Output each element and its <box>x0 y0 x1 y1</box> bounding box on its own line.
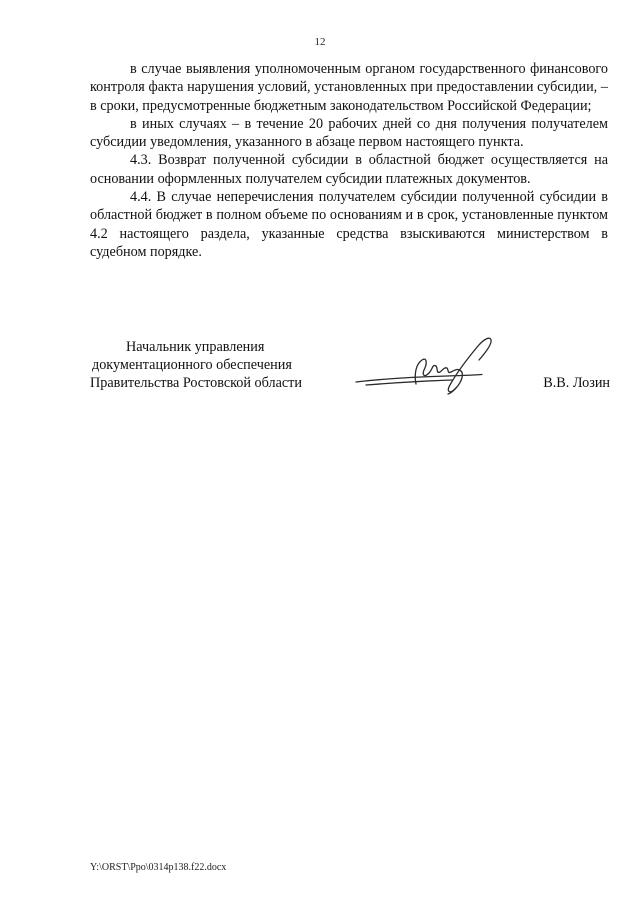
paragraph-4-4: 4.4. В случае неперечисления получателем субсидии полученной субсидии в областной бюджет в полном объеме по основаниям и в срок, установленные пунктом 4.2 настоящего раздела, указанные средства взыскиваются министерством в судебном порядке. <box>90 189 608 260</box>
signatory-name: В.В. Лозин <box>543 375 610 391</box>
paragraph-4-3: 4.3. Возврат полученной субсидии в областной бюджет осуществляется на основании оформленных получателем субсидии платежных документов. <box>90 152 608 187</box>
handwritten-signature <box>352 330 512 402</box>
paragraph-other-cases: в иных случаях – в течение 20 рабочих дней со дня получения получателем субсидии уведомления, указанного в абзаце первом настоящего пункта. <box>90 115 608 151</box>
paragraph-violation-case: в случае выявления уполномоченным органом государственного финансового контроля факта нарушения условий, установленных при предоставлении субсидии, – в сроки, предусмотренные бюджетным законодательством Российской Федерации; <box>90 61 608 114</box>
signer-title-line-1: Начальник управления <box>126 339 265 355</box>
file-path-footer: Y:\ORST\Ppo\0314p138.f22.docx <box>90 862 227 873</box>
signature-block <box>90 338 610 408</box>
body-text <box>90 60 608 261</box>
signer-title-line-2: документационного обеспечения <box>92 357 292 373</box>
signer-title-line-3: Правительства Ростовской области <box>90 375 302 391</box>
page-number: 12 <box>314 36 326 48</box>
